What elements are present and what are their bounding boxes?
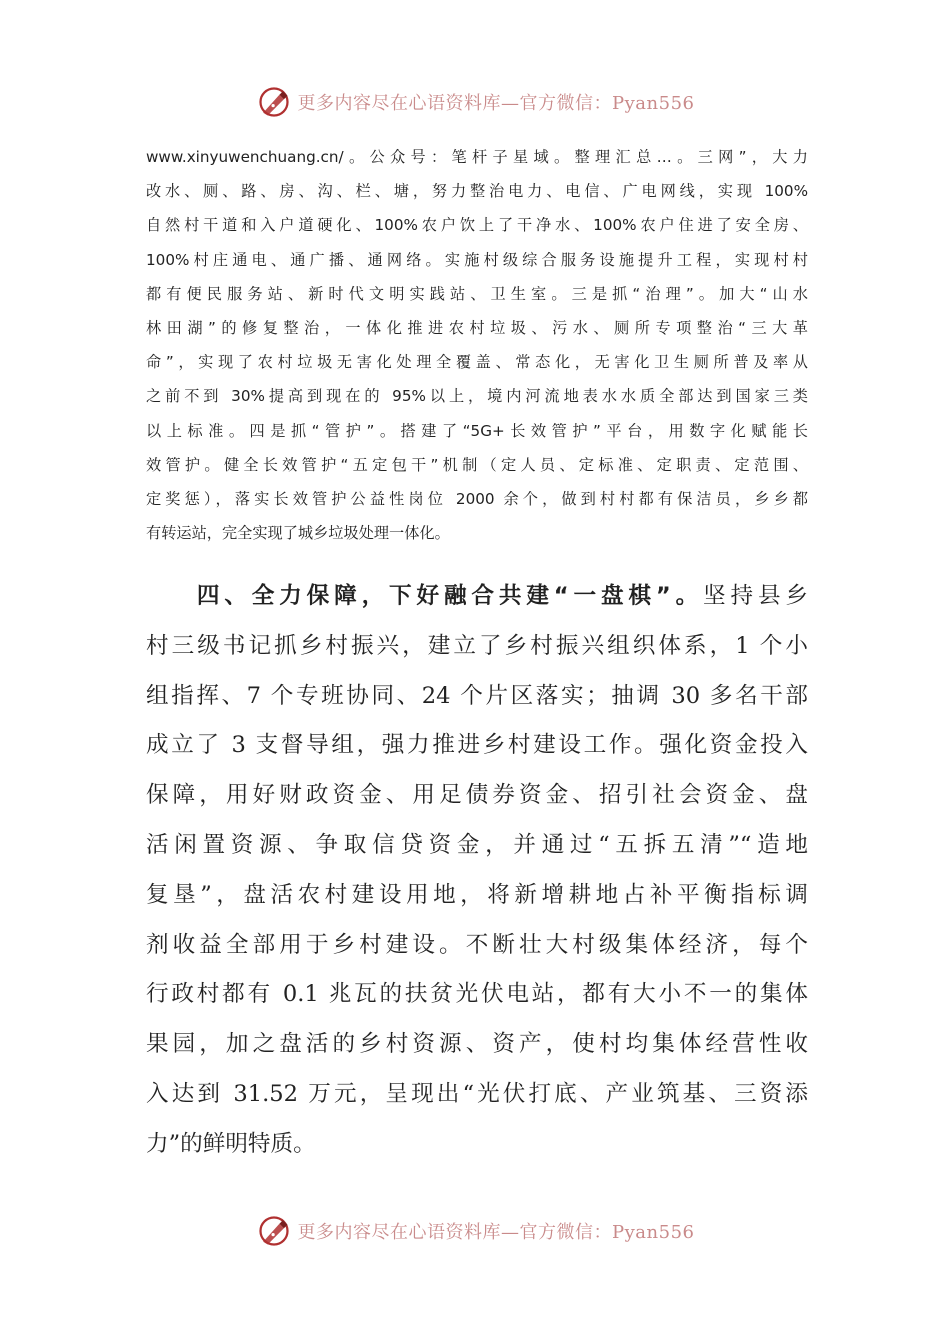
text-line: 保障，用好财政资金、用足债券资金、招引社会资金、盘 — [146, 782, 808, 809]
text-line: www.xinyuwenchuang.cn/。公众号：笔杆子星域。整理汇总…。三网”，大力 — [146, 148, 808, 166]
text-line: 成立了 3 支督导组，强力推进乡村建设工作。强化资金投入 — [146, 732, 808, 759]
text-line: 力”的鲜明特质。 — [146, 1130, 316, 1157]
pen-nib-icon — [256, 1213, 292, 1249]
text-line: 效管护。健全长效管护“五定包干”机制（定人员、定标准、定职责、定范围、 — [146, 455, 808, 474]
text-line: 之前不到 30%提高到现在的 95%以上，境内河流地表水水质全部达到国家三类 — [146, 387, 808, 406]
text-line: 入达到 31.52 万元，呈现出“光伏打底、产业筑基、三资添 — [146, 1080, 808, 1107]
text-line: 果园，加之盘活的乡村资源、资产，使村均集体经营性收 — [146, 1031, 808, 1058]
text-line: 林田湖”的修复整治，一体化推进农村垃圾、污水、厕所专项整治“三大革 — [146, 318, 808, 337]
text-line: 以上标准。四是抓“管护”。搭建了“5G+长效管护”平台，用数字化赋能长 — [146, 421, 808, 440]
text-line: 行政村都有 0.1 兆瓦的扶贫光伏电站，都有大小不一的集体 — [146, 981, 808, 1008]
footer-watermark — [0, 1211, 950, 1251]
section-first-line — [146, 572, 808, 622]
section-first-line-rest: 坚持县乡 — [703, 583, 809, 609]
text-line: 有转运站，完全实现了城乡垃圾处理一体化。 — [146, 524, 450, 543]
pen-nib-icon — [256, 84, 292, 120]
text-line: 活闲置资源、争取信贷资金，并通过“五拆五清”“造地 — [146, 831, 808, 858]
text-line: 100%村庄通电、通广播、通网络。实施村级综合服务设施提升工程，实现村村 — [146, 250, 808, 269]
text-line: 命”，实现了农村垃圾无害化处理全覆盖、常态化，无害化卫生厕所普及率从 — [146, 353, 808, 372]
text-line: 村三级书记抓乡村振兴，建立了乡村振兴组织体系，1 个小 — [146, 632, 808, 659]
header-watermark — [0, 82, 950, 122]
section-paragraph — [146, 572, 808, 1170]
section-heading: 四、全力保障，下好融合共建“一盘棋”。 — [192, 583, 704, 609]
watermark-text: 更多内容尽在心语资料库—官方微信：Pyan556 — [297, 1222, 695, 1243]
text-line: 改水、厕、路、房、沟、栏、塘，努力整治电力、电信、广电网线，实现 100% — [146, 182, 808, 201]
text-line: 自然村干道和入户道硬化、100%农户饮上了干净水、100%农户住进了安全房、 — [146, 216, 808, 235]
watermark-text: 更多内容尽在心语资料库—官方微信：Pyan556 — [297, 93, 695, 114]
text-line: 组指挥、7 个专班协同、24 个片区落实；抽调 30 多名干部 — [146, 682, 808, 709]
text-line: 定奖惩），落实长效管护公益性岗位 2000 余个，做到村村都有保洁员，乡乡都 — [146, 489, 808, 508]
text-line: 都有便民服务站、新时代文明实践站、卫生室。三是抓“治理”。加大“山水 — [146, 284, 808, 303]
body-paragraph-small — [146, 140, 808, 550]
text-line: 剂收益全部用于乡村建设。不断壮大村级集体经济，每个 — [146, 931, 808, 958]
text-line: 复垦”，盘活农村建设用地，将新增耕地占补平衡指标调 — [146, 881, 808, 908]
